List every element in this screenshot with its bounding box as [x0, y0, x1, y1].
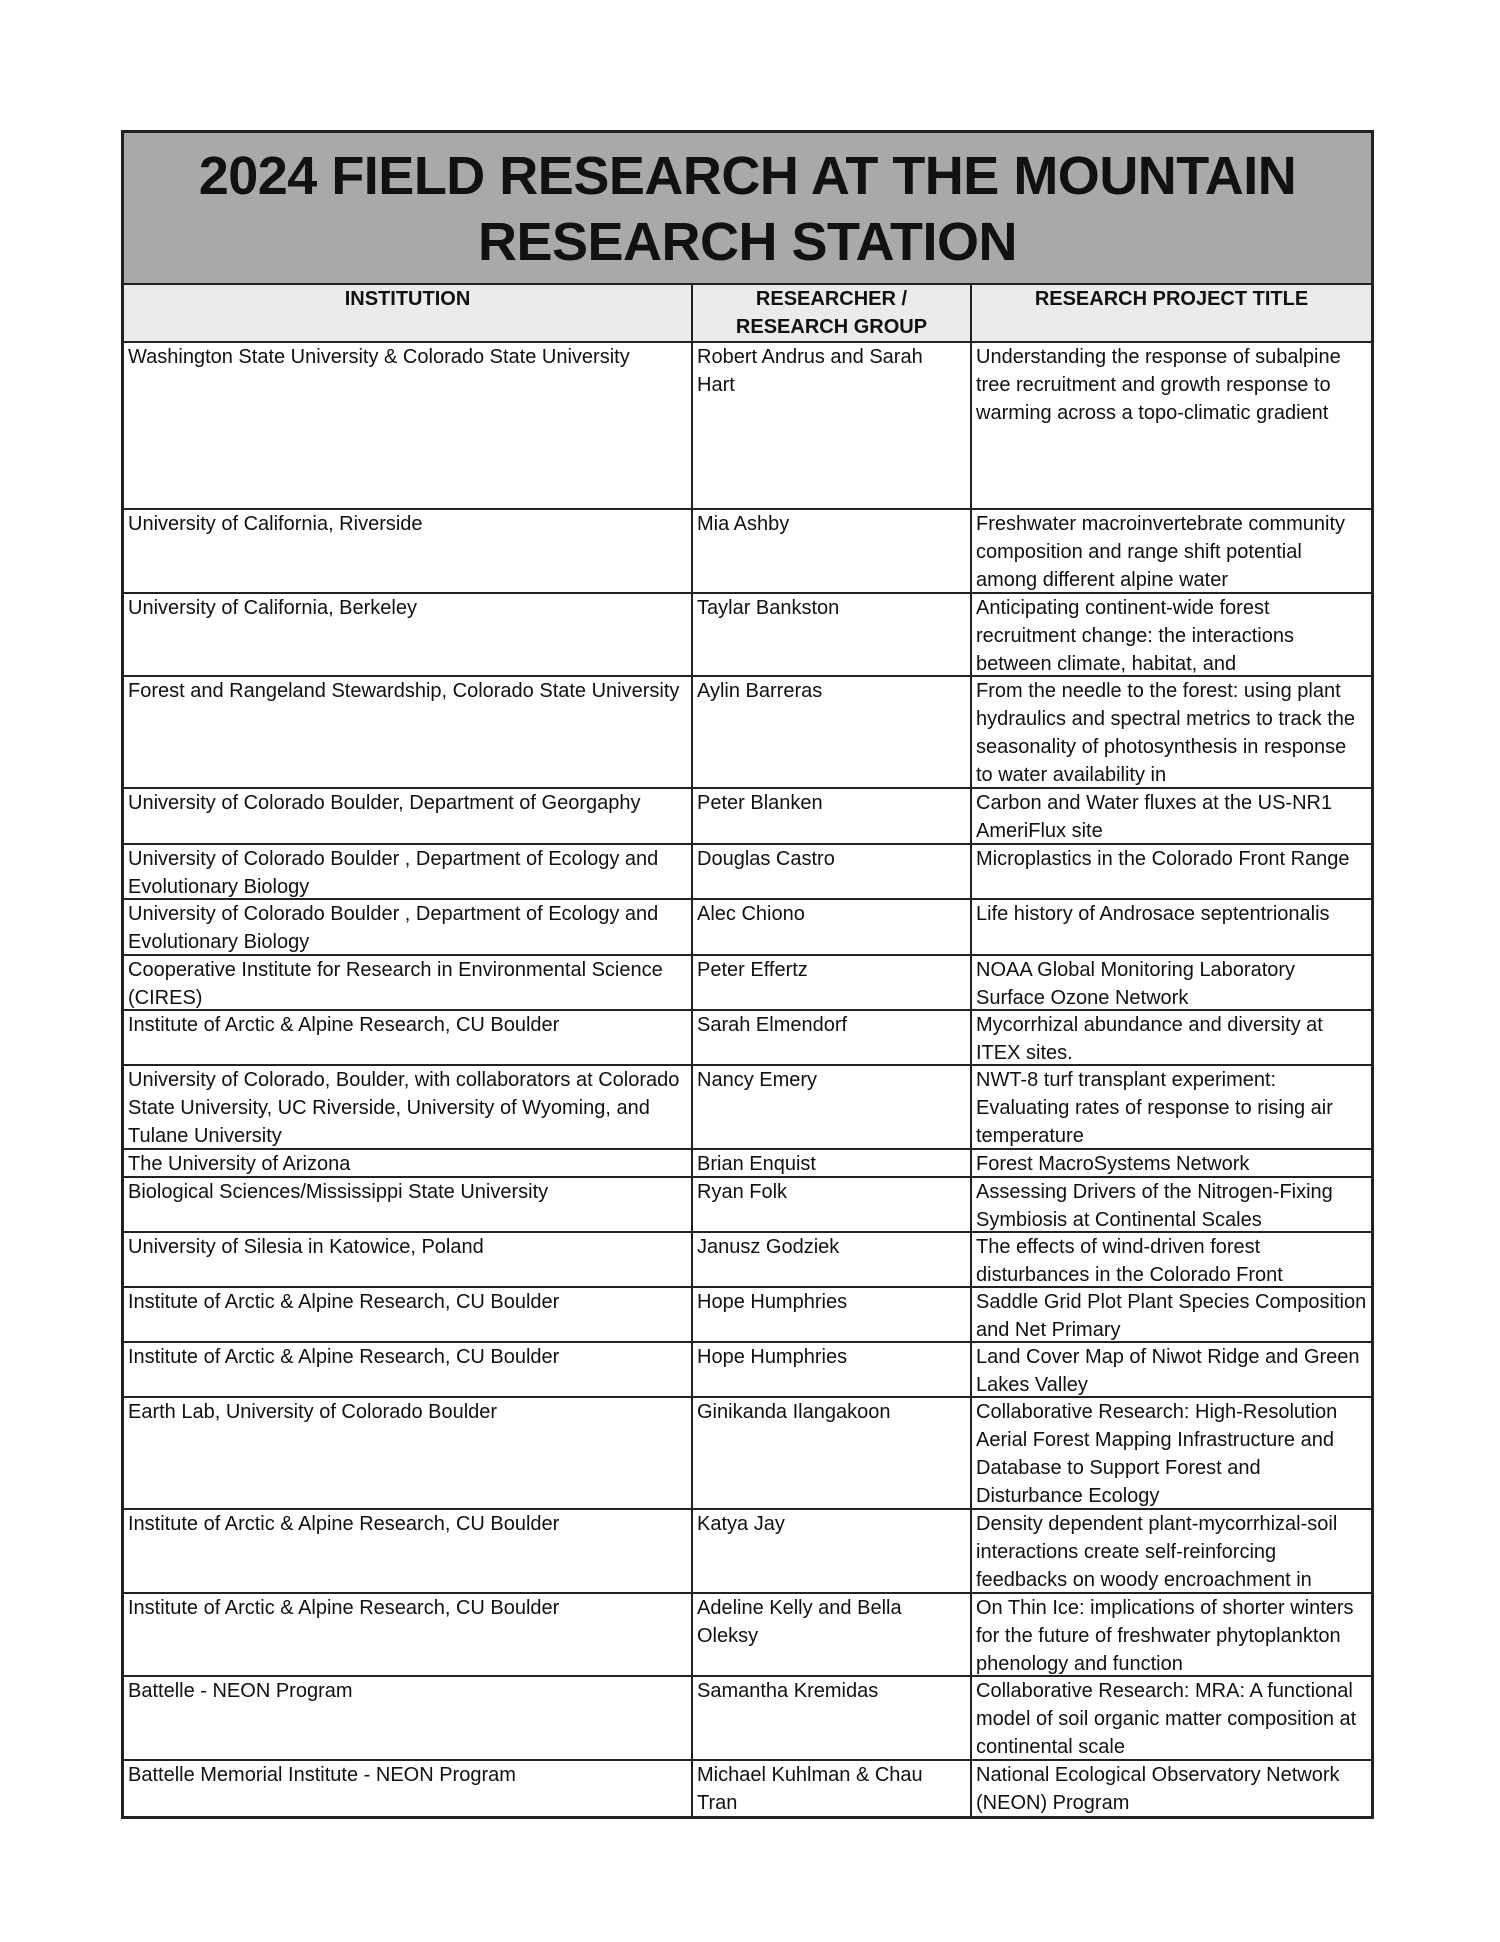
title-banner [124, 133, 1371, 285]
cell-text: Hope Humphries [697, 1346, 848, 1368]
cell-text: Density dependent plant-mycorrhizal-soil interactions create self-reinforcing feedbacks on woody encroachment in [976, 1513, 1338, 1591]
cell-institution [124, 1065, 692, 1149]
cell-project [971, 1065, 1371, 1149]
cell-researcher [692, 1177, 971, 1232]
cell-text: Brian Enquist [697, 1153, 816, 1175]
cell-institution [124, 1177, 692, 1232]
cell-text: Microplastics in the Colorado Front Range [976, 848, 1350, 870]
header-project: RESEARCH PROJECT TITLE [971, 285, 1371, 342]
cell-researcher [692, 593, 971, 676]
cell-text: Battelle Memorial Institute - NEON Program [128, 1764, 516, 1786]
table-row [124, 1065, 1371, 1149]
cell-text: Robert Andrus and Sarah Hart [697, 346, 923, 396]
cell-text: Institute of Arctic & Alpine Research, CU Boulder [128, 1597, 560, 1619]
cell-researcher [692, 1065, 971, 1149]
cell-researcher [692, 342, 971, 509]
cell-institution [124, 844, 692, 899]
header-row [124, 285, 1371, 342]
cell-researcher [692, 1676, 971, 1760]
cell-institution [124, 1397, 692, 1509]
cell-project [971, 1149, 1371, 1177]
cell-text: Forest MacroSystems Network [976, 1153, 1250, 1175]
cell-text: Adeline Kelly and Bella Oleksy [697, 1597, 902, 1647]
cell-institution [124, 676, 692, 788]
cell-text: University of Silesia in Katowice, Poland [128, 1236, 484, 1258]
cell-text: Katya Jay [697, 1513, 785, 1535]
table-body [124, 342, 1371, 1816]
table-row [124, 844, 1371, 899]
cell-text: NOAA Global Monitoring Laboratory Surface Ozone Network [976, 959, 1296, 1009]
cell-text: Michael Kuhlman & Chau Tran [697, 1764, 923, 1814]
cell-institution [124, 1509, 692, 1593]
cell-institution [124, 1010, 692, 1065]
page-title: 2024 FIELD RESEARCH AT THE MOUNTAIN RESEARCH STATION [198, 146, 1297, 272]
cell-researcher [692, 676, 971, 788]
cell-institution [124, 788, 692, 844]
cell-project [971, 509, 1371, 593]
cell-project [971, 899, 1371, 955]
cell-researcher [692, 899, 971, 955]
cell-text: University of Colorado, Boulder, with collaborators at Colorado State University, UC Riverside, University of Wyoming, and Tulane University [128, 1069, 680, 1147]
cell-project [971, 1232, 1371, 1287]
cell-text: Understanding the response of subalpine tree recruitment and growth response to warming across a topo-climatic gradient [976, 346, 1341, 424]
cell-project [971, 1342, 1371, 1397]
cell-text: Anticipating continent-wide forest recruitment change: the interactions between climate, habitat, and [976, 597, 1294, 675]
cell-text: Saddle Grid Plot Plant Species Composition and Net Primary [976, 1291, 1367, 1341]
cell-text: The University of Arizona [128, 1153, 351, 1175]
table-row [124, 1010, 1371, 1065]
cell-researcher [692, 1509, 971, 1593]
table-row [124, 788, 1371, 844]
cell-researcher [692, 509, 971, 593]
cell-text: Ginikanda Ilangakoon [697, 1401, 891, 1423]
table-row [124, 1397, 1371, 1509]
table-row [124, 1509, 1371, 1593]
research-table [124, 285, 1371, 1816]
table-row [124, 509, 1371, 593]
cell-project [971, 1509, 1371, 1593]
table-row [124, 1287, 1371, 1342]
table-row [124, 899, 1371, 955]
cell-text: National Ecological Observatory Network (NEON) Program [976, 1764, 1340, 1814]
table-row [124, 676, 1371, 788]
cell-text: University of California, Riverside [128, 513, 423, 535]
cell-researcher [692, 1287, 971, 1342]
table-row [124, 1760, 1371, 1816]
cell-text: Samantha Kremidas [697, 1680, 879, 1702]
cell-text: Land Cover Map of Niwot Ridge and Green Lakes Valley [976, 1346, 1360, 1396]
table-row [124, 1177, 1371, 1232]
cell-text: University of Colorado Boulder, Department of Georgaphy [128, 792, 641, 814]
cell-text: Alec Chiono [697, 903, 805, 925]
cell-text: Biological Sciences/Mississippi State University [128, 1181, 549, 1203]
cell-text: On Thin Ice: implications of shorter winters for the future of freshwater phytoplankton phenology and function [976, 1597, 1354, 1675]
cell-project [971, 844, 1371, 899]
table-row [124, 955, 1371, 1010]
cell-institution [124, 1676, 692, 1760]
cell-text: Collaborative Research: MRA: A functional model of soil organic matter composition at continental scale [976, 1680, 1357, 1758]
cell-text: Taylar Bankston [697, 597, 840, 619]
header-researcher: RESEARCHER / RESEARCH GROUP [692, 285, 971, 342]
cell-text: Janusz Godziek [697, 1236, 840, 1258]
cell-project [971, 1287, 1371, 1342]
cell-project [971, 955, 1371, 1010]
cell-text: Earth Lab, University of Colorado Boulder [128, 1401, 498, 1423]
cell-text: Battelle - NEON Program [128, 1680, 353, 1702]
cell-text: Douglas Castro [697, 848, 835, 870]
cell-project [971, 1177, 1371, 1232]
cell-text: Freshwater macroinvertebrate community composition and range shift potential among different alpine water [976, 513, 1346, 591]
cell-institution [124, 1593, 692, 1676]
cell-text: Sarah Elmendorf [697, 1014, 848, 1036]
cell-text: Institute of Arctic & Alpine Research, CU Boulder [128, 1291, 560, 1313]
cell-text: Institute of Arctic & Alpine Research, CU Boulder [128, 1346, 560, 1368]
table-row [124, 342, 1371, 509]
cell-researcher [692, 1232, 971, 1287]
cell-project [971, 1760, 1371, 1816]
cell-text: Carbon and Water fluxes at the US-NR1 AmeriFlux site [976, 792, 1333, 842]
cell-project [971, 676, 1371, 788]
cell-text: The effects of wind-driven forest disturbances in the Colorado Front [976, 1236, 1283, 1286]
table-row [124, 1232, 1371, 1287]
cell-text: University of Colorado Boulder , Department of Ecology and Evolutionary Biology [128, 848, 659, 898]
cell-project [971, 788, 1371, 844]
header-institution: INSTITUTION [124, 285, 692, 342]
cell-institution [124, 1342, 692, 1397]
cell-text: Hope Humphries [697, 1291, 848, 1313]
table-row [124, 593, 1371, 676]
cell-institution [124, 1760, 692, 1816]
cell-text: Mia Ashby [697, 513, 790, 535]
cell-researcher [692, 1593, 971, 1676]
cell-text: NWT-8 turf transplant experiment: Evaluating rates of response to rising air temperature [976, 1069, 1333, 1147]
table-row [124, 1149, 1371, 1177]
cell-project [971, 342, 1371, 509]
cell-researcher [692, 1397, 971, 1509]
cell-researcher [692, 1010, 971, 1065]
cell-text: Collaborative Research: High-Resolution Aerial Forest Mapping Infrastructure and Database to Support Forest and Disturbance Ecology [976, 1401, 1338, 1507]
cell-text: Peter Effertz [697, 959, 808, 981]
cell-text: Cooperative Institute for Research in Environmental Science (CIRES) [128, 959, 663, 1009]
cell-institution [124, 1149, 692, 1177]
cell-project [971, 593, 1371, 676]
cell-researcher [692, 1760, 971, 1816]
cell-institution [124, 1232, 692, 1287]
cell-text: From the needle to the forest: using plant hydraulics and spectral metrics to track the seasonality of photosynthesis in response to water availability in [976, 680, 1356, 786]
cell-project [971, 1593, 1371, 1676]
cell-text: Aylin Barreras [697, 680, 823, 702]
cell-researcher [692, 955, 971, 1010]
cell-project [971, 1397, 1371, 1509]
cell-institution [124, 593, 692, 676]
cell-text: Institute of Arctic & Alpine Research, CU Boulder [128, 1014, 560, 1036]
cell-text: Forest and Rangeland Stewardship, Colorado State University [128, 680, 680, 702]
cell-text: Washington State University & Colorado State University [128, 346, 630, 368]
cell-text: Mycorrhizal abundance and diversity at ITEX sites. [976, 1014, 1323, 1064]
cell-project [971, 1676, 1371, 1760]
cell-project [971, 1010, 1371, 1065]
cell-researcher [692, 844, 971, 899]
cell-text: Life history of Androsace septentrionalis [976, 903, 1330, 925]
cell-institution [124, 342, 692, 509]
table-row [124, 1593, 1371, 1676]
research-table-sheet [121, 130, 1374, 1819]
cell-text: University of California, Berkeley [128, 597, 417, 619]
cell-text: Assessing Drivers of the Nitrogen-Fixing Symbiosis at Continental Scales [976, 1181, 1333, 1231]
cell-institution [124, 1287, 692, 1342]
cell-researcher [692, 1342, 971, 1397]
cell-institution [124, 955, 692, 1010]
cell-researcher [692, 788, 971, 844]
cell-text: University of Colorado Boulder , Department of Ecology and Evolutionary Biology [128, 903, 659, 953]
cell-researcher [692, 1149, 971, 1177]
table-row [124, 1676, 1371, 1760]
table-row [124, 1342, 1371, 1397]
cell-institution [124, 509, 692, 593]
cell-text: Ryan Folk [697, 1181, 788, 1203]
cell-text: Nancy Emery [697, 1069, 818, 1091]
cell-text: Institute of Arctic & Alpine Research, CU Boulder [128, 1513, 560, 1535]
cell-institution [124, 899, 692, 955]
cell-text: Peter Blanken [697, 792, 823, 814]
